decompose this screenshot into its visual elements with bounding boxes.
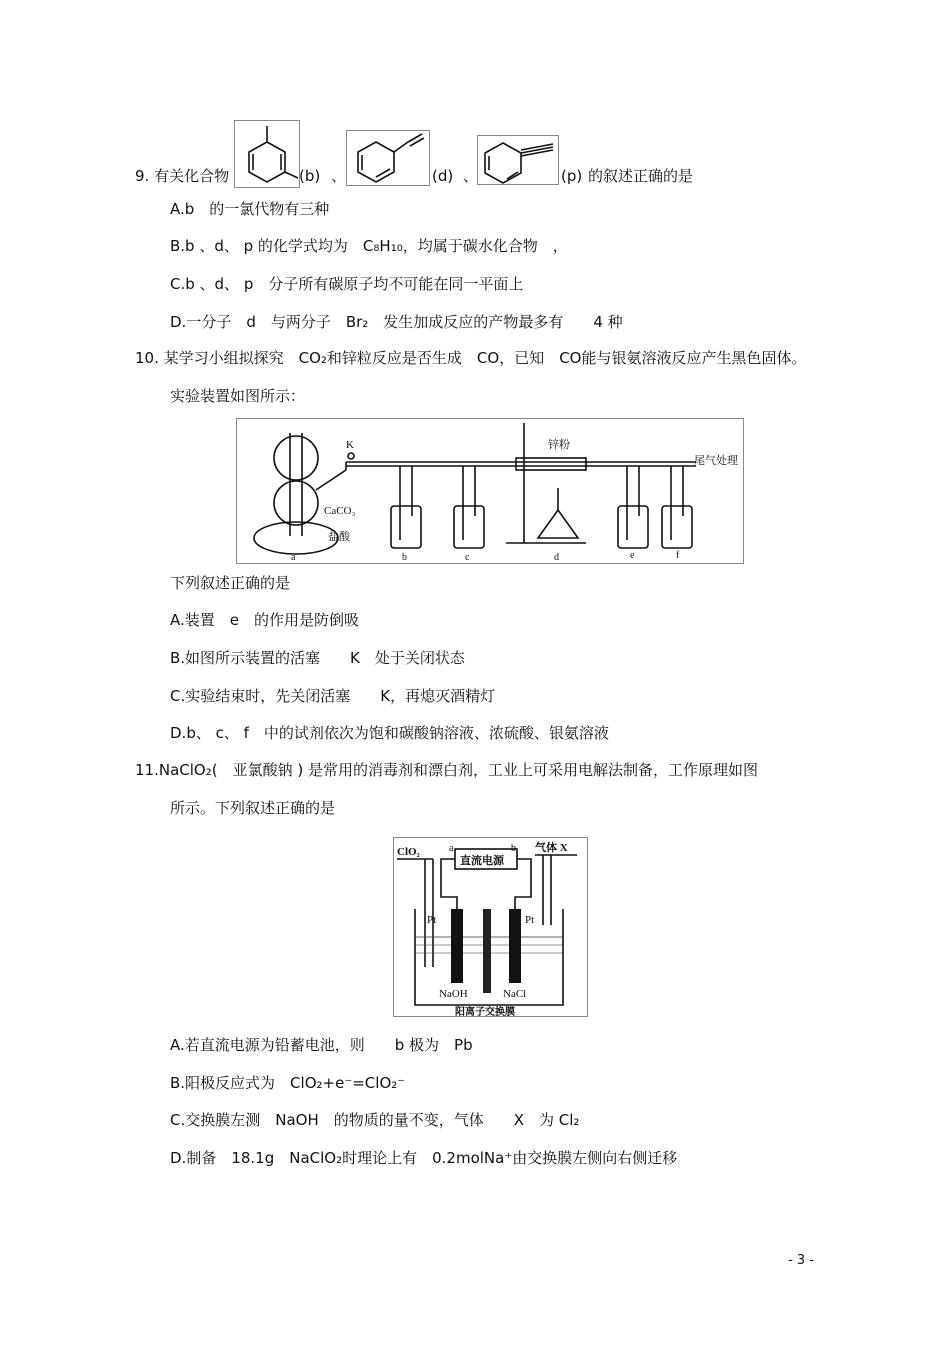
q11-option-a: A.若直流电源为铅蓄电池，则 b 极为 Pb (170, 1036, 473, 1054)
q9-label-b: (b) (299, 167, 321, 185)
label-caco3: CaCO₃ (324, 505, 356, 517)
label-pt-right: Pt (525, 914, 535, 926)
q9-sep2: 、 (463, 167, 479, 185)
label-clo2: ClO₂ (397, 846, 420, 858)
label-gas-x: 气体 X (535, 842, 568, 854)
q9-prefix: 9. 有关化合物 (135, 167, 230, 185)
label-terminal-b: b (511, 843, 516, 854)
label-a: a (291, 552, 296, 563)
q10-apparatus-figure (236, 418, 744, 564)
q11-stem2: 所示。下列叙述正确的是 (170, 799, 336, 817)
label-k: K (346, 439, 354, 451)
q11-option-b: B.阳极反应式为 ClO₂+e⁻=ClO₂⁻ (170, 1074, 406, 1092)
q9-option-b: B.b 、d、 p 的化学式均为 C₈H₁₀，均属于碳水化合物 ， (170, 237, 568, 255)
label-c: c (465, 552, 470, 563)
label-power: 直流电源 (460, 855, 504, 867)
page-number: - 3 - (788, 1253, 814, 1268)
q10-stem3: 下列叙述正确的是 (170, 574, 291, 592)
q11-option-d: D.制备 18.1g NaClO₂时理论上有 0.2molNa⁺由交换膜左侧向右侧迁移 (170, 1149, 678, 1167)
q9-option-a: A.b 的一氯代物有三种 (170, 200, 330, 218)
label-b: b (402, 552, 407, 563)
label-d: d (554, 552, 559, 563)
compound-b-structure (234, 120, 300, 188)
q9-option-c: C.b 、d、 p 分子所有碳原子均不可能在同一平面上 (170, 275, 524, 293)
q11-electrolysis-figure (393, 837, 588, 1017)
q10-option-a: A.装置 e 的作用是防倒吸 (170, 611, 359, 629)
q9-option-d: D.一分子 d 与两分子 Br₂ 发生加成反应的产物最多有 4 种 (170, 313, 623, 331)
compound-d-structure (346, 130, 430, 186)
q9-label-d: (d) (432, 167, 454, 185)
label-e: e (630, 550, 635, 561)
q9-sep1: 、 (331, 167, 347, 185)
q10-stem2: 实验装置如图所示： (170, 387, 306, 405)
q10-option-d: D.b、 c、 f 中的试剂依次为饱和碳酸钠溶液、浓硫酸、银氨溶液 (170, 724, 609, 742)
q9-suffix: 的叙述正确的是 (588, 167, 694, 185)
label-naoh: NaOH (439, 988, 468, 1000)
label-terminal-a: a (449, 843, 454, 854)
q10-stem1: 10. 某学习小组拟探究 CO₂和锌粒反应是否生成 CO，已知 CO能与银氨溶液反应产生黑色固体。 (135, 349, 807, 367)
compound-p-structure (477, 135, 559, 185)
label-f: f (676, 550, 680, 561)
q10-option-b: B.如图所示装置的活塞 K 处于关闭状态 (170, 649, 465, 667)
label-membrane: 阳离子交换膜 (455, 1007, 515, 1017)
label-tail-gas: 尾气处理 (694, 455, 738, 467)
q11-stem1: 11.NaClO₂( 亚氯酸钠 ) 是常用的消毒剂和漂白剂，工业上可采用电解法制备，工作原理如图 (135, 761, 758, 779)
q9-label-p: (p) (561, 167, 583, 185)
label-hcl: 盐酸 (328, 531, 350, 543)
label-nacl: NaCl (503, 988, 527, 1000)
label-zinc: 锌粉 (548, 439, 570, 451)
q11-option-c: C.交换膜左测 NaOH 的物质的量不变，气体 X 为 Cl₂ (170, 1111, 580, 1129)
label-pt-left: Pt (427, 914, 437, 926)
q10-option-c: C.实验结束时，先关闭活塞 K，再熄灭酒精灯 (170, 687, 496, 705)
